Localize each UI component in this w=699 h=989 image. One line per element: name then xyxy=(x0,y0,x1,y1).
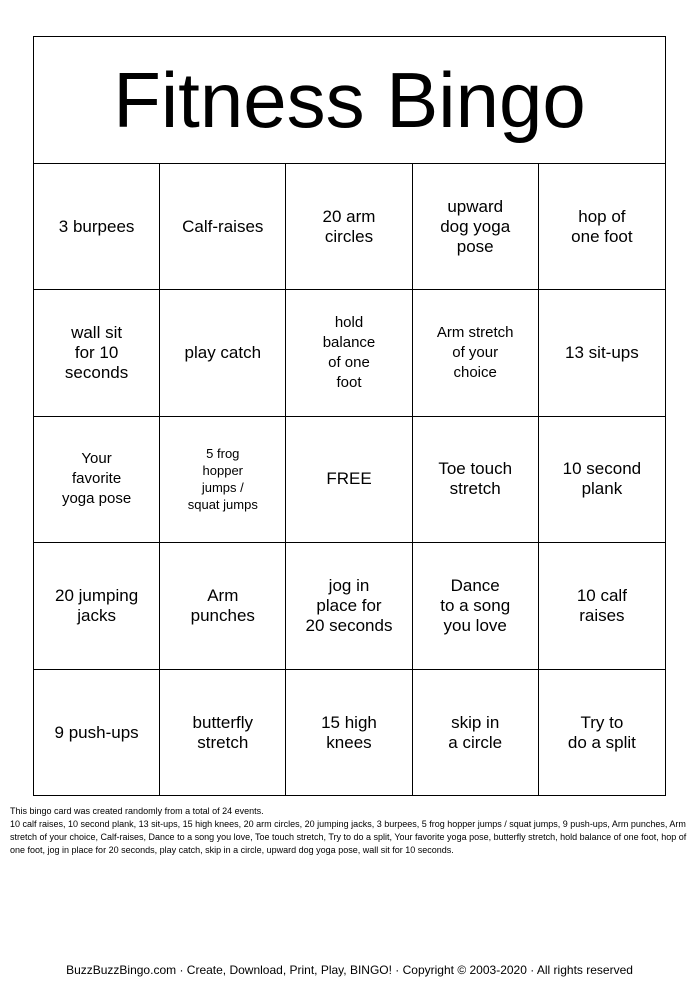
card-note xyxy=(10,805,690,857)
footer-copyright: BuzzBuzzBingo.com · Create, Download, Print, Play, BINGO! · Copyright © 2003-2020 · All rights reserved xyxy=(66,963,633,977)
bingo-cell: jog in place for 20 seconds xyxy=(286,543,412,669)
bingo-cell: play catch xyxy=(160,290,286,416)
bingo-cell: 15 high knees xyxy=(286,670,412,796)
bingo-grid xyxy=(34,164,665,796)
bingo-cell: 20 jumping jacks xyxy=(34,543,160,669)
bingo-cell: hop of one foot xyxy=(539,164,665,290)
bingo-card xyxy=(33,36,666,796)
bingo-cell: 3 burpees xyxy=(34,164,160,290)
bingo-cell: 10 second plank xyxy=(539,417,665,543)
note-event-list: 10 calf raises, 10 second plank, 13 sit-ups, 15 high knees, 20 arm circles, 20 jumping jacks, 3 burpees, 5 frog hopper jumps / squat jumps, 9 push-ups, Arm punches, Arm stretch of your choice, Calf-raises, Dance to a song you love, Toe touch stretch, Try to do a split, Your favorite yoga pose, butterfly stretch, hold balance of one foot, hop of one foot, jog in place for 20 seconds, play catch, skip in a circle, upward dog yoga pose, wall sit for 10 seconds. xyxy=(10,819,687,855)
bingo-cell: Arm stretch of your choice xyxy=(413,290,539,416)
bingo-cell: FREE xyxy=(286,417,412,543)
bingo-cell: Arm punches xyxy=(160,543,286,669)
bingo-cell: Dance to a song you love xyxy=(413,543,539,669)
bingo-cell: Try to do a split xyxy=(567,712,636,752)
note-summary: This bingo card was created randomly from a total of 24 events. xyxy=(10,806,264,816)
bingo-cell: 10 calf raises xyxy=(539,543,665,669)
bingo-cell: wall sit for 10 seconds xyxy=(34,290,160,416)
bingo-cell: 13 sit-ups xyxy=(539,290,665,416)
bingo-cell: 9 push-ups xyxy=(34,670,160,796)
card-title: Fitness Bingo xyxy=(34,37,665,164)
bingo-cell: butterfly stretch xyxy=(160,670,286,796)
bingo-cell: Calf-raises xyxy=(160,164,286,290)
bingo-cell: 20 arm circles xyxy=(286,164,412,290)
bingo-cell: Your favorite yoga pose xyxy=(34,417,160,543)
bingo-cell: skip in a circle xyxy=(413,670,539,796)
bingo-cell: upward dog yoga pose xyxy=(413,164,539,290)
bingo-cell: hold balance of one foot xyxy=(286,290,412,416)
bingo-cell: 5 frog hopper jumps / squat jumps xyxy=(160,417,286,543)
bingo-cell: Toe touch stretch xyxy=(413,417,539,543)
